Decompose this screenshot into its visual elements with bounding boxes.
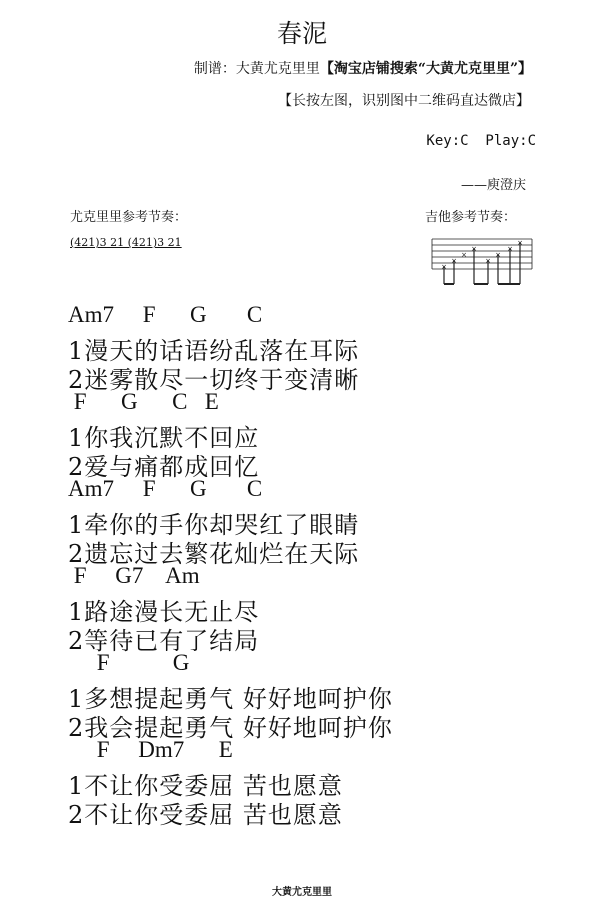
key-play: Key:C Play:C: [426, 133, 536, 149]
ukulele-rhythm-notation: (421)3 21 (421)3 21: [70, 236, 182, 249]
lyric-line: 1你我沉默不回应: [68, 424, 260, 452]
chord-line: F G C E: [68, 389, 219, 414]
song-title: 春泥: [276, 19, 327, 48]
lyric-line: 1多想提起勇气 好好地呵护你: [68, 685, 393, 713]
author: ——庾澄庆: [460, 178, 526, 193]
guitar-rhythm-label: 吉他参考节奏：: [424, 210, 516, 225]
chord-line: Am7 F G C: [68, 476, 263, 501]
svg-text:×: ×: [507, 245, 513, 253]
maker-label: 制谱：大黄尤克里里: [193, 61, 320, 77]
chord-line: F G: [68, 650, 190, 675]
footer-brand: 大黄尤克里里: [272, 887, 332, 898]
maker-promo: 【淘宝店铺搜索“大黄尤克里里”】: [319, 61, 532, 77]
lyric-line: 2等待已有了结局: [68, 627, 260, 655]
lyric-line: 1路途漫长无止尽: [68, 598, 260, 626]
lyric-line: 1不让你受委屈 苦也愿意: [68, 772, 343, 800]
ukulele-rhythm-label: 尤克里里参考节奏：: [70, 210, 188, 225]
chord-line: F G7 Am: [68, 563, 200, 588]
svg-text:×: ×: [485, 257, 491, 265]
svg-text:×: ×: [495, 251, 501, 259]
guitar-rhythm-tab-icon: [430, 234, 536, 288]
lyric-line: 1漫天的话语纷乱落在耳际: [68, 337, 360, 365]
lyric-line: 2我会提起勇气 好好地呵护你: [68, 714, 393, 742]
chord-line: F Dm7 E: [68, 737, 233, 762]
svg-text:×: ×: [471, 245, 477, 253]
svg-text:×: ×: [451, 257, 457, 265]
lyric-line: 1牵你的手你却哭红了眼睛: [68, 511, 360, 539]
lyric-line: 2遗忘过去繁花灿烂在天际: [68, 540, 360, 568]
maker-credit: [194, 58, 532, 78]
lyric-line: 2迷雾散尽一切终于变清晰: [68, 366, 360, 394]
lyric-line: 2不让你受委屈 苦也愿意: [68, 801, 343, 829]
svg-text:×: ×: [441, 263, 447, 271]
chord-line: Am7 F G C: [68, 302, 263, 327]
svg-text:×: ×: [517, 239, 523, 247]
svg-text:×: ×: [461, 251, 467, 259]
lyric-line: 2爱与痛都成回忆: [68, 453, 260, 481]
promo-line: 【长按左图，识别图中二维码直达微店】: [278, 93, 530, 109]
